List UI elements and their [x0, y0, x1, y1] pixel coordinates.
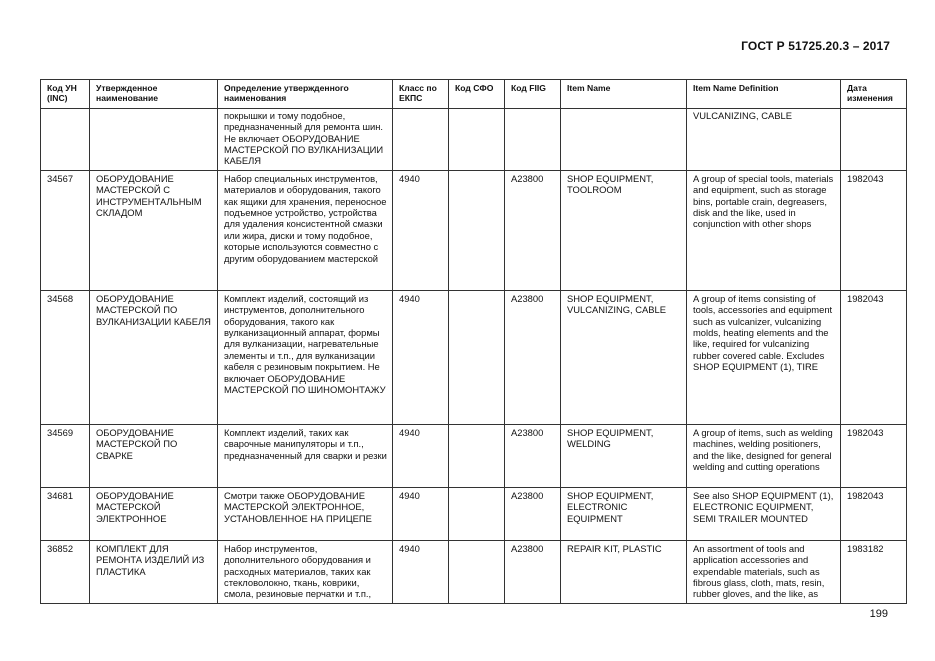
cell-date: 1982043 [841, 487, 907, 540]
cell-item-name: SHOP EQUIPMENT, ELECTRONIC EQUIPMENT [561, 487, 687, 540]
cell-class: 4940 [393, 540, 449, 603]
cell-inc: 34681 [41, 487, 90, 540]
cell-name: ОБОРУДОВАНИЕ МАСТЕРСКОЙ С ИНСТРУМЕНТАЛЬНЫМ СКЛАДОМ [90, 170, 218, 290]
cell-item-definition: VULCANIZING, CABLE [687, 108, 841, 170]
cell-fiig: A23800 [505, 170, 561, 290]
column-header-item-name: Item Name [561, 80, 687, 109]
cell-class: 4940 [393, 487, 449, 540]
catalog-table [40, 79, 907, 604]
cell-name [90, 108, 218, 170]
cell-item-definition: An assortment of tools and application accessories and expendable materials, such as fibrous glass, cloth, mats, resin, rubber gloves, and the like, as [687, 540, 841, 603]
cell-definition: Набор специальных инструментов, материалов и оборудования, такого как ящики для хранения, переносное подъемное устройство, устройства для удаления консистентной смазки или жира, диски и тому подобное, которые используются совместно с другим оборудованием мастерской [218, 170, 393, 290]
cell-item-name: SHOP EQUIPMENT, TOOLROOM [561, 170, 687, 290]
cell-date: 1982043 [841, 290, 907, 424]
column-header-item-definition: Item Name Definition [687, 80, 841, 109]
cell-item-definition: A group of items consisting of tools, accessories and equipment such as vulcanizer, vulcanizing molds, heating elements and the like, required for vulcanizing rubber covered cable. Excludes SHOP EQUIPMENT (1), TIRE [687, 290, 841, 424]
cell-definition: Комплект изделий, таких как сварочные манипуляторы и т.п., предназначенный для сварки и резки [218, 424, 393, 487]
cell-item-name: SHOP EQUIPMENT, VULCANIZING, CABLE [561, 290, 687, 424]
column-header-name: Утвержденное наименование [90, 80, 218, 109]
table-row [41, 487, 907, 540]
cell-date: 1982043 [841, 424, 907, 487]
cell-item-definition: A group of special tools, materials and equipment, such as storage bins, portable crain, degreasers, disk and the like, used in conjunction with other shops [687, 170, 841, 290]
cell-fiig: A23800 [505, 290, 561, 424]
cell-item-definition: A group of items, such as welding machines, welding positioners, and the like, designed for general welding and cutting operations [687, 424, 841, 487]
cell-date [841, 108, 907, 170]
cell-fiig: A23800 [505, 540, 561, 603]
cell-sfo [449, 170, 505, 290]
column-header-definition: Определение утвержденного наименования [218, 80, 393, 109]
cell-sfo [449, 540, 505, 603]
cell-item-definition: See also SHOP EQUIPMENT (1), ELECTRONIC EQUIPMENT, SEMI TRAILER MOUNTED [687, 487, 841, 540]
column-header-sfo: Код СФО [449, 80, 505, 109]
cell-date: 1983182 [841, 540, 907, 603]
cell-definition: покрышки и тому подобное, предназначенный для ремонта шин. Не включает ОБОРУДОВАНИЕ МАСТЕРСКОЙ ПО ВУЛКАНИЗАЦИИ КАБЕЛЯ [218, 108, 393, 170]
cell-class: 4940 [393, 424, 449, 487]
cell-class: 4940 [393, 170, 449, 290]
cell-sfo [449, 487, 505, 540]
cell-inc: 34569 [41, 424, 90, 487]
cell-item-name: REPAIR KIT, PLASTIC [561, 540, 687, 603]
cell-inc [41, 108, 90, 170]
cell-sfo [449, 290, 505, 424]
table-row [41, 424, 907, 487]
table-row [41, 290, 907, 424]
cell-name: ОБОРУДОВАНИЕ МАСТЕРСКОЙ ПО СВАРКЕ [90, 424, 218, 487]
cell-item-name: SHOP EQUIPMENT, WELDING [561, 424, 687, 487]
cell-inc: 34568 [41, 290, 90, 424]
cell-definition: Смотри также ОБОРУДОВАНИЕ МАСТЕРСКОЙ ЭЛЕКТРОННОЕ, УСТАНОВЛЕННОЕ НА ПРИЦЕПЕ [218, 487, 393, 540]
cell-fiig: A23800 [505, 487, 561, 540]
cell-definition: Набор инструментов, дополнительного оборудования и расходных материалов, таких как стекловолокно, ткань, коврики, смола, резиновые перчатки и т.п., [218, 540, 393, 603]
column-header-inc: Код УН (INC) [41, 80, 90, 109]
cell-inc: 36852 [41, 540, 90, 603]
cell-inc: 34567 [41, 170, 90, 290]
cell-sfo [449, 108, 505, 170]
cell-fiig [505, 108, 561, 170]
cell-class [393, 108, 449, 170]
cell-date: 1982043 [841, 170, 907, 290]
cell-sfo [449, 424, 505, 487]
table-row [41, 108, 907, 170]
cell-name: КОМПЛЕКТ ДЛЯ РЕМОНТА ИЗДЕЛИЙ ИЗ ПЛАСТИКА [90, 540, 218, 603]
cell-definition: Комплект изделий, состоящий из инструментов, дополнительного оборудования, такого как вулканизационный аппарат, формы для вулканизации, нагревательные элементы и т.п., для вулканизации кабеля с резиновым покрытием. Не включает ОБОРУДОВАНИЕ МАСТЕРСКОЙ ПО ШИНОМОНТАЖУ [218, 290, 393, 424]
cell-name: ОБОРУДОВАНИЕ МАСТЕРСКОЙ ПО ВУЛКАНИЗАЦИИ КАБЕЛЯ [90, 290, 218, 424]
column-header-class: Класс по ЕКПС [393, 80, 449, 109]
table-row [41, 540, 907, 603]
cell-fiig: A23800 [505, 424, 561, 487]
cell-item-name [561, 108, 687, 170]
cell-class: 4940 [393, 290, 449, 424]
page-number: 199 [869, 608, 888, 620]
column-header-fiig: Код FIIG [505, 80, 561, 109]
cell-name: ОБОРУДОВАНИЕ МАСТЕРСКОЙ ЭЛЕКТРОННОЕ [90, 487, 218, 540]
document-title: ГОСТ Р 51725.20.3 – 2017 [741, 39, 890, 53]
table-row [41, 170, 907, 290]
table-header-row [41, 80, 907, 109]
column-header-date: Дата изменения [841, 80, 907, 109]
